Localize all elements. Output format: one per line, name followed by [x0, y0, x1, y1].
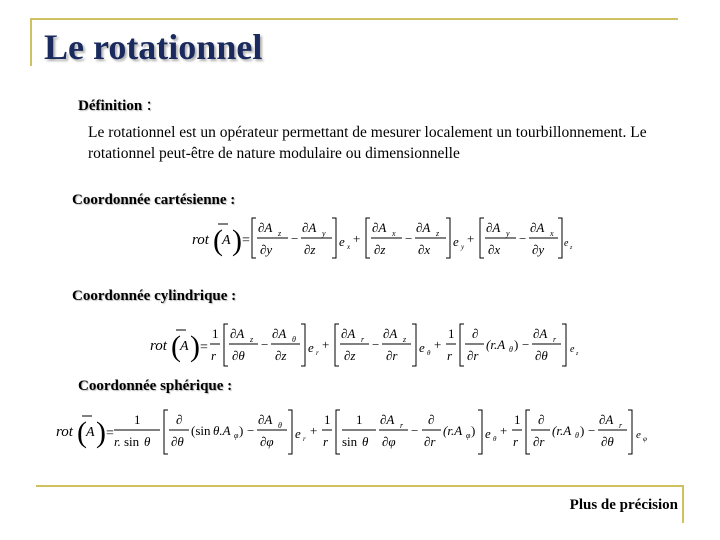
svg-text:∂θ: ∂θ	[601, 434, 614, 449]
svg-text:∂z: ∂z	[275, 348, 287, 363]
cylindrical-formula	[150, 318, 600, 372]
svg-text:−: −	[588, 423, 596, 438]
frame-bottom-line	[36, 485, 684, 487]
svg-text:x: x	[347, 243, 351, 251]
svg-text:−: −	[261, 337, 269, 352]
svg-text:∂: ∂	[176, 412, 183, 427]
svg-text:∂: ∂	[428, 412, 435, 427]
svg-text:θ: θ	[144, 434, 151, 449]
svg-text:z: z	[278, 229, 282, 238]
svg-text:z: z	[576, 351, 579, 357]
svg-text:∂z: ∂z	[304, 242, 316, 257]
definition-colon: :	[142, 94, 152, 114]
svg-text:r: r	[400, 421, 404, 430]
svg-text:): )	[232, 224, 242, 257]
svg-text:): )	[580, 423, 585, 438]
svg-text:∂A: ∂A	[272, 326, 287, 341]
svg-text:e: e	[636, 429, 641, 441]
svg-text:φ: φ	[643, 435, 647, 443]
svg-text:∂A: ∂A	[416, 220, 431, 235]
svg-text:x: x	[392, 229, 396, 238]
svg-text:1: 1	[448, 326, 455, 341]
svg-text:r: r	[303, 435, 306, 443]
svg-text:φ: φ	[466, 431, 471, 440]
svg-text:y: y	[322, 229, 326, 238]
svg-text:sin: sin	[342, 434, 358, 449]
svg-text:+: +	[500, 423, 508, 438]
svg-text:e: e	[570, 344, 575, 355]
svg-text:∂y: ∂y	[260, 242, 273, 257]
svg-text:∂: ∂	[472, 326, 479, 341]
svg-text:+: +	[353, 231, 361, 246]
frame-right-line	[682, 485, 684, 523]
svg-text:r: r	[211, 348, 217, 363]
svg-text:): )	[514, 337, 519, 352]
svg-text:y: y	[506, 229, 510, 238]
svg-text:e: e	[308, 340, 314, 355]
svg-text:): )	[471, 423, 476, 438]
svg-text:θ: θ	[575, 431, 579, 440]
svg-text:=: =	[242, 233, 250, 248]
svg-text:+: +	[322, 337, 330, 352]
svg-text:−: −	[291, 231, 299, 246]
svg-text:∂r: ∂r	[424, 434, 436, 449]
svg-text:(: (	[213, 224, 223, 257]
svg-text:∂x: ∂x	[488, 242, 501, 257]
svg-text:(: (	[171, 330, 181, 363]
svg-text:∂θ: ∂θ	[171, 434, 184, 449]
svg-text:∂r: ∂r	[386, 348, 398, 363]
svg-text:): )	[96, 416, 106, 449]
svg-text:−: −	[372, 337, 380, 352]
svg-text:r: r	[447, 348, 453, 363]
svg-text:−: −	[411, 423, 419, 438]
svg-text:φ: φ	[234, 431, 239, 440]
more-precision-link[interactable]: Plus de précision	[569, 497, 678, 513]
svg-text:∂A: ∂A	[372, 220, 387, 235]
svg-text:∂φ: ∂φ	[382, 434, 396, 449]
svg-text:θ: θ	[493, 435, 497, 443]
svg-text:=: =	[106, 426, 114, 441]
svg-text:∂A: ∂A	[530, 220, 545, 235]
cartesian-label: Coordonnée cartésienne :	[72, 192, 236, 208]
svg-text:−: −	[405, 231, 413, 246]
svg-text:θ: θ	[292, 335, 296, 344]
svg-text:x: x	[550, 229, 554, 238]
svg-text:r: r	[513, 434, 519, 449]
svg-text:e: e	[485, 426, 491, 441]
svg-text:rot: rot	[192, 232, 209, 248]
svg-text:∂θ: ∂θ	[232, 348, 245, 363]
svg-text:∂z: ∂z	[344, 348, 356, 363]
svg-text:r.: r.	[114, 434, 121, 449]
svg-text:(sin: (sin	[191, 423, 211, 438]
svg-text:z: z	[436, 229, 440, 238]
svg-text:1: 1	[134, 412, 141, 427]
svg-text:θ: θ	[509, 345, 513, 354]
cartesian-formula-svg	[192, 212, 572, 264]
svg-text:sin: sin	[124, 434, 140, 449]
svg-text:∂A: ∂A	[230, 326, 245, 341]
svg-text:∂A: ∂A	[533, 326, 548, 341]
frame-left-line	[30, 18, 32, 66]
svg-text:e: e	[453, 234, 459, 249]
svg-text:θ: θ	[278, 421, 282, 430]
svg-text:z: z	[403, 335, 407, 344]
frame-top-line	[30, 18, 678, 20]
svg-text:r: r	[323, 434, 329, 449]
svg-text:A: A	[222, 233, 231, 248]
svg-text:+: +	[467, 231, 475, 246]
spherical-label: Coordonnée sphérique :	[78, 378, 233, 394]
svg-text:e: e	[564, 238, 569, 249]
svg-text:): )	[239, 423, 244, 438]
svg-text:∂y: ∂y	[532, 242, 545, 257]
svg-text:∂: ∂	[538, 412, 545, 427]
svg-text:∂θ: ∂θ	[535, 348, 548, 363]
svg-text:r: r	[553, 335, 557, 344]
svg-text:∂x: ∂x	[418, 242, 431, 257]
svg-text:∂r: ∂r	[533, 434, 545, 449]
svg-text:1: 1	[324, 412, 331, 427]
svg-text:∂A: ∂A	[341, 326, 356, 341]
svg-text:−: −	[247, 423, 255, 438]
svg-text:∂A: ∂A	[599, 412, 614, 427]
definition-label-text: Définition	[78, 98, 143, 114]
svg-text:r: r	[361, 335, 365, 344]
svg-text:(r.A: (r.A	[486, 337, 506, 352]
svg-text:(: (	[77, 416, 87, 449]
svg-text:∂φ: ∂φ	[260, 434, 274, 449]
svg-text:e: e	[295, 426, 301, 441]
svg-text:r: r	[619, 421, 623, 430]
svg-text:A: A	[180, 339, 189, 354]
svg-text:e: e	[419, 340, 425, 355]
svg-text:−: −	[519, 231, 527, 246]
svg-text:∂A: ∂A	[258, 412, 273, 427]
definition-text: Le rotationnel est un opérateur permettant de mesurer localement un tourbillonnement. Le rotationnel peut-être de nature modulaire ou dimensionnelle	[88, 124, 647, 162]
spherical-formula	[56, 404, 676, 460]
svg-text:∂A: ∂A	[383, 326, 398, 341]
svg-text:∂A: ∂A	[486, 220, 501, 235]
svg-text:r: r	[316, 349, 319, 357]
svg-text:θ.A: θ.A	[213, 423, 231, 438]
svg-text:+: +	[434, 337, 442, 352]
svg-text:∂A: ∂A	[380, 412, 395, 427]
cylindrical-formula-svg	[150, 318, 600, 372]
svg-text:e: e	[339, 234, 345, 249]
svg-text:∂A: ∂A	[258, 220, 273, 235]
spherical-formula-svg	[56, 404, 676, 460]
svg-text:y: y	[461, 243, 465, 251]
svg-text:∂r: ∂r	[467, 348, 479, 363]
svg-text:A: A	[86, 425, 95, 440]
svg-text:=: =	[200, 340, 208, 355]
svg-text:z: z	[250, 335, 254, 344]
svg-text:−: −	[522, 337, 530, 352]
definition-label	[78, 94, 152, 115]
svg-text:1: 1	[212, 326, 219, 341]
svg-text:z: z	[570, 245, 573, 251]
svg-text:(r.A: (r.A	[552, 423, 572, 438]
svg-text:1: 1	[514, 412, 521, 427]
svg-text:rot: rot	[150, 338, 167, 354]
cylindrical-label: Coordonnée cylindrique :	[72, 288, 237, 304]
svg-text:1: 1	[356, 412, 363, 427]
page-title: Le rotationnel	[44, 27, 263, 67]
svg-text:∂z: ∂z	[374, 242, 386, 257]
svg-text:θ: θ	[427, 349, 431, 357]
svg-text:+: +	[310, 423, 318, 438]
svg-text:(r.A: (r.A	[443, 423, 463, 438]
cartesian-formula	[192, 212, 572, 264]
svg-text:θ: θ	[362, 434, 369, 449]
svg-text:): )	[190, 330, 200, 363]
svg-text:rot: rot	[56, 424, 73, 440]
svg-text:∂A: ∂A	[302, 220, 317, 235]
